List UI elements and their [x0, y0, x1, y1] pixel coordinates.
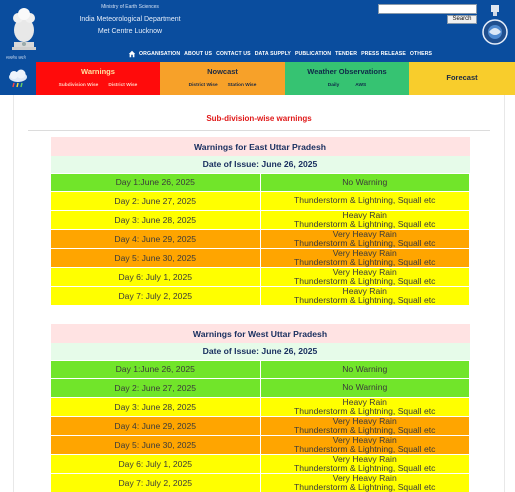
warning-text: Thunderstorm & Lightning, Squall etc: [294, 218, 436, 229]
warning-text: No Warning: [342, 176, 388, 187]
nav-data-supply[interactable]: DATA SUPPLY: [254, 51, 291, 57]
warning-cell: [260, 267, 470, 286]
warning-cell: [260, 229, 470, 248]
warning-cell: [260, 454, 470, 473]
warning-table-west-up: [50, 324, 470, 492]
warning-text: Heavy Rain: [342, 286, 387, 296]
table-row: [51, 379, 470, 398]
warning-cell: [260, 360, 470, 379]
menubar-icon-cell: [0, 62, 36, 95]
top-navigation: [128, 49, 436, 59]
table-row: [51, 435, 470, 454]
warning-text: Thunderstorm & Lightning, Squall etc: [294, 481, 436, 492]
menu-observations-daily[interactable]: Daily: [327, 83, 340, 88]
menu-weather-observations[interactable]: [285, 62, 409, 95]
warning-cell: [260, 192, 470, 211]
warning-cell: [260, 397, 470, 416]
warning-text: Very Heavy Rain: [332, 454, 397, 464]
table-row: [51, 360, 470, 379]
day-cell: Day 3: June 28, 2025: [51, 397, 261, 416]
warning-text: Thunderstorm & Lightning, Squall etc: [294, 237, 436, 248]
day-cell: Day 4: June 29, 2025: [51, 416, 261, 435]
home-icon[interactable]: [128, 50, 136, 58]
department-name: India Meteorological Department: [79, 16, 181, 23]
table-row: [51, 286, 470, 305]
issue-date: Date of Issue: June 26, 2025: [51, 156, 470, 173]
warning-text: Thunderstorm & Lightning, Squall etc: [294, 256, 436, 267]
day-cell: Day 5: June 30, 2025: [51, 248, 261, 267]
warning-text: Very Heavy Rain: [332, 229, 397, 239]
warning-text: Very Heavy Rain: [332, 416, 397, 426]
warning-cell: [260, 473, 470, 492]
menu-warnings-title[interactable]: Warnings: [81, 67, 115, 76]
menu-forecast-title[interactable]: Forecast: [446, 73, 478, 82]
menu-nowcast-title[interactable]: Nowcast: [207, 67, 238, 76]
warning-text: Thunderstorm & Lightning, Squall etc: [294, 405, 436, 416]
warning-text: Very Heavy Rain: [332, 473, 397, 483]
warning-text: Very Heavy Rain: [332, 435, 397, 445]
warning-cell: [260, 210, 470, 229]
menu-warnings-district[interactable]: District Wise: [108, 83, 138, 88]
table-row: [51, 210, 470, 229]
warning-text: Very Heavy Rain: [332, 267, 397, 277]
day-cell: Day 1:June 26, 2025: [51, 173, 261, 192]
warning-cell: [260, 416, 470, 435]
menu-forecast[interactable]: [409, 62, 515, 95]
warning-text: Thunderstorm & Lightning, Squall etc: [294, 294, 436, 305]
warning-table-east-up: [50, 137, 470, 306]
warning-text: Heavy Rain: [342, 397, 387, 407]
site-header: [0, 0, 515, 62]
day-cell: Day 6: July 1, 2025: [51, 454, 261, 473]
table-row: [51, 473, 470, 492]
warning-cell: [260, 286, 470, 305]
imd-logo-icon[interactable]: [480, 4, 510, 48]
day-cell: Day 7: July 2, 2025: [51, 473, 261, 492]
day-cell: Day 7: July 2, 2025: [51, 286, 261, 305]
table-heading: Warnings for West Uttar Pradesh: [51, 324, 470, 343]
warning-text: Thunderstorm & Lightning, Squall etc: [294, 443, 436, 454]
menu-warnings[interactable]: [36, 62, 160, 95]
national-emblem-icon[interactable]: [6, 2, 42, 54]
table-row: [51, 192, 470, 211]
day-cell: Day 6: July 1, 2025: [51, 267, 261, 286]
centre-name: Met Centre Lucknow: [97, 28, 163, 35]
table-row: [51, 416, 470, 435]
search-input[interactable]: [378, 4, 477, 14]
nav-others[interactable]: OTHERS: [409, 51, 433, 57]
warning-text: Thunderstorm & Lightning, Squall etc: [294, 195, 436, 206]
warning-cell: [260, 379, 470, 398]
main-menubar: [0, 62, 515, 95]
warning-text: Thunderstorm & Lightning, Squall etc: [294, 275, 436, 286]
table-heading: Warnings for East Uttar Pradesh: [51, 137, 470, 156]
day-cell: Day 4: June 29, 2025: [51, 229, 261, 248]
table-row: [51, 397, 470, 416]
page-title: Sub-division-wise warnings: [206, 114, 312, 123]
menu-warnings-subdivision[interactable]: Subdivision Wise: [58, 83, 99, 88]
warning-text: Thunderstorm & Lightning, Squall etc: [294, 424, 436, 435]
ministry-name: Ministry of Earth Sciences: [101, 4, 159, 10]
menu-observations-title[interactable]: Weather Observations: [307, 67, 387, 76]
warning-cell: [260, 173, 470, 192]
warning-text: No Warning: [342, 382, 388, 393]
nav-tender[interactable]: TENDER: [335, 51, 358, 57]
cloud-rain-icon: [6, 69, 30, 89]
emblem-caption: सत्यमेव जयते: [6, 55, 26, 60]
table-row: [51, 267, 470, 286]
warning-text: No Warning: [342, 363, 388, 374]
table-row: [51, 454, 470, 473]
day-cell: Day 2: June 27, 2025: [51, 379, 261, 398]
menu-nowcast-district[interactable]: District Wise: [188, 83, 218, 88]
menu-nowcast[interactable]: [160, 62, 285, 95]
content-area: [13, 95, 505, 492]
issue-date: Date of Issue: June 26, 2025: [51, 343, 470, 360]
warning-cell: [260, 248, 470, 267]
warning-text: Heavy Rain: [342, 210, 387, 220]
day-cell: Day 2: June 27, 2025: [51, 192, 261, 211]
table-row: [51, 248, 470, 267]
nav-organisation[interactable]: ORGANISATION: [139, 51, 181, 57]
warning-cell: [260, 435, 470, 454]
day-cell: Day 3: June 28, 2025: [51, 210, 261, 229]
day-cell: Day 5: June 30, 2025: [51, 435, 261, 454]
nav-publication[interactable]: PUBLICATION: [294, 51, 332, 57]
menu-nowcast-station[interactable]: Station Wise: [227, 83, 257, 88]
table-row: [51, 229, 470, 248]
warning-text: Thunderstorm & Lightning, Squall etc: [294, 462, 436, 473]
menu-observations-aws[interactable]: AWS: [355, 83, 367, 88]
divider: [28, 130, 490, 131]
table-row: [51, 173, 470, 192]
nav-press-release[interactable]: PRESS RELEASE: [361, 51, 406, 57]
search-button[interactable]: Search: [447, 15, 477, 24]
nav-about-us[interactable]: ABOUT US: [184, 51, 213, 57]
nav-contact-us[interactable]: CONTACT US: [216, 51, 251, 57]
warning-text: Very Heavy Rain: [332, 248, 397, 258]
day-cell: Day 1:June 26, 2025: [51, 360, 261, 379]
